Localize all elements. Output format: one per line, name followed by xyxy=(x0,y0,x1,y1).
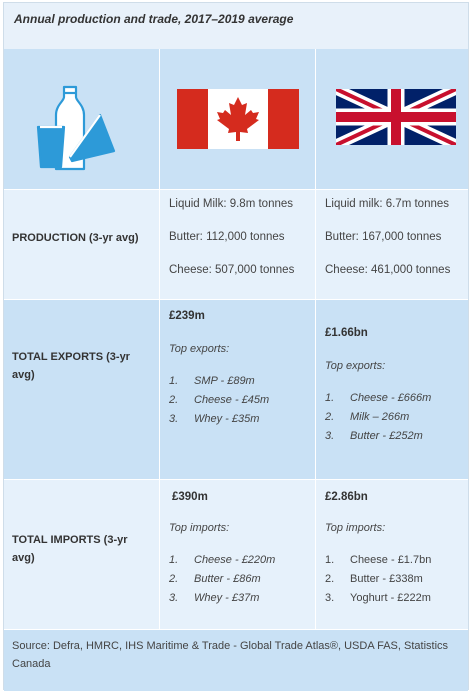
canada-cheese: Cheese: 507,000 tonnes xyxy=(169,264,295,276)
list-item: 3. Whey - £37m xyxy=(169,592,260,604)
canada-imports xyxy=(160,479,315,629)
canada-flag-cell xyxy=(160,49,315,189)
uk-exports xyxy=(316,299,470,479)
imports-label: TOTAL IMPORTS (3-yr avg) xyxy=(12,534,128,564)
icon-cell xyxy=(4,49,159,189)
header-row xyxy=(4,49,468,189)
canada-exports xyxy=(160,299,315,479)
canada-imports-heading: Top imports: xyxy=(169,522,230,534)
source-row xyxy=(4,629,468,691)
list-item: 1. Cheese - £220m xyxy=(169,554,276,566)
table-caption: Annual production and trade, 2017–2019 average xyxy=(14,12,294,26)
uk-production xyxy=(316,189,470,299)
uk-exports-total: £1.66bn xyxy=(325,327,368,339)
list-item: 2. Milk – 266m xyxy=(325,411,410,423)
list-item: 1. SMP - £89m xyxy=(169,375,255,387)
production-label: PRODUCTION (3-yr avg) xyxy=(12,232,139,244)
source-note: Source: Defra, HMRC, IHS Maritime & Trade - Global Trade Atlas®, USDA FAS, Statistics Canada xyxy=(12,640,449,670)
list-item: 3. Whey - £35m xyxy=(169,413,260,425)
exports-label: TOTAL EXPORTS (3-yr avg) xyxy=(12,351,130,381)
canada-butter: Butter: 112,000 tonnes xyxy=(169,231,285,243)
exports-row xyxy=(4,299,468,479)
canada-milk: Liquid Milk: 9.8m tonnes xyxy=(169,198,294,210)
canada-exports-total: £239m xyxy=(169,310,205,322)
list-item: 1. Cheese - £1.7bn xyxy=(325,554,432,566)
uk-butter: Butter: 167,000 tonnes xyxy=(325,231,442,243)
list-item: 1. Cheese - £666m xyxy=(325,392,432,404)
production-row xyxy=(4,189,468,299)
uk-exports-heading: Top exports: xyxy=(325,360,386,372)
canada-exports-heading: Top exports: xyxy=(169,343,230,355)
uk-imports-heading: Top imports: xyxy=(325,522,386,534)
list-item: 2. Butter - £338m xyxy=(325,573,423,585)
list-item: 3. Yoghurt - £222m xyxy=(325,592,431,604)
imports-row xyxy=(4,479,468,629)
uk-milk: Liquid milk: 6.7m tonnes xyxy=(325,198,450,210)
canada-production xyxy=(160,189,315,299)
uk-flag-cell xyxy=(316,49,470,189)
milk-cheese-icon xyxy=(32,79,132,179)
list-item: 2. Butter - £86m xyxy=(169,573,261,585)
uk-cheese: Cheese: 461,000 tonnes xyxy=(325,264,451,276)
canada-imports-total: £390m xyxy=(172,491,208,503)
list-item: 3. Butter - £252m xyxy=(325,430,423,442)
trade-table xyxy=(3,2,469,690)
uk-imports-total: £2.86bn xyxy=(325,491,368,503)
uk-flag xyxy=(336,89,456,145)
canada-flag xyxy=(177,89,299,149)
uk-imports xyxy=(316,479,470,629)
list-item: 2. Cheese - £45m xyxy=(169,394,270,406)
